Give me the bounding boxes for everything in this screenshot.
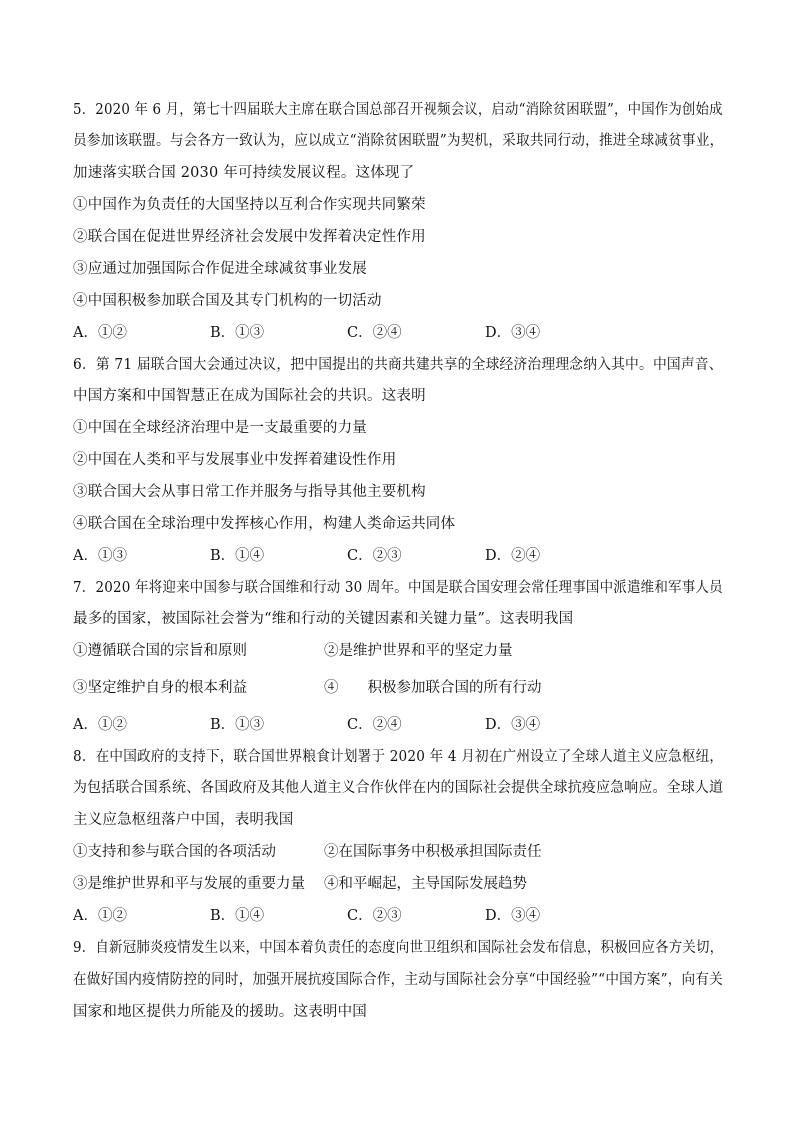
q5-item-3: ③应通过加强国际合作促进全球减贫事业发展 [73, 261, 367, 277]
q8-stem-line-2: 为包括联合国系统、各国政府及其他人道主义合作伙伴在内的国际社会提供全球抗疫应急响应。全球人道 [73, 780, 724, 796]
q5-stem-line-2: 员参加该联盟。与会各方一致认为，应以成立“消除贫困联盟”为契机，采取共同行动，推进全球减贫事业， [73, 133, 724, 149]
q5-item-1: ①中国作为负责任的大国坚持以互利合作实现共同繁荣 [73, 197, 426, 213]
q5-stem-line-3: 加速落实联合国 2030 年可持续发展议程。这体现了 [73, 165, 415, 181]
q6-choice-c: C．②③ [347, 548, 402, 564]
q8-choice-d: D．③④ [485, 908, 541, 924]
q8-choice-b: B．①④ [210, 908, 265, 924]
q7-choice-a: A．①② [73, 717, 127, 733]
q6-choice-d: D．②④ [485, 548, 541, 564]
q8-item-1: ①支持和参与联合国的各项活动 [73, 844, 276, 860]
q6-item-1: ①中国在全球经济治理中是一支最重要的力量 [73, 420, 367, 436]
q8-items-row-2 [0, 874, 793, 894]
q9-stem-line-1: 9．自新冠肺炎疫情发生以来，中国本着负责任的态度向世卫组织和国际社会发布信息，积极回应各方关切， [73, 940, 724, 956]
q7-item-1: ①遵循联合国的宗旨和原则 [73, 643, 247, 659]
q7-item-2: ②是维护世界和平的坚定力量 [324, 643, 513, 659]
q8-stem-line-1: 8．在中国政府的支持下，联合国世界粮食计划署于 2020 年 4 月初在广州设立了全球人道主义应急枢纽， [73, 749, 724, 765]
q6-item-4: ④联合国在全球治理中发挥核心作用，构建人类命运共同体 [73, 516, 456, 532]
q6-choices [0, 546, 793, 566]
q5-choice-c: C．②④ [347, 325, 402, 341]
q7-stem-line-1: 7．2020 年将迎来中国参与联合国维和行动 30 周年。中国是联合国安理会常任理事国中派遣维和军事人员 [73, 580, 723, 596]
q5-item-2: ②联合国在促进世界经济社会发展中发挥着决定性作用 [73, 229, 426, 245]
q8-item-3: ③是维护世界和平与发展的重要力量 [73, 876, 305, 892]
q9-stem-line-3: 国家和地区提供力所能及的援助。这表明中国 [73, 1004, 367, 1020]
q8-choices [0, 906, 793, 926]
q6-stem-line-1: 6．第 71 届联合国大会通过决议，把中国提出的共商共建共享的全球经济治理理念纳入其中。中国声音、 [73, 357, 723, 373]
q5-item-4: ④中国积极参加联合国及其专门机构的一切活动 [73, 293, 382, 309]
q5-choices [0, 323, 793, 343]
q6-choice-a: A．①③ [73, 548, 127, 564]
q7-choices [0, 715, 793, 735]
q7-choice-d: D．③④ [485, 717, 541, 733]
q8-items-row-1 [0, 842, 793, 862]
q7-choice-c: C．②④ [347, 717, 402, 733]
q7-stem-line-2: 最多的国家，被国际社会誉为“维和行动的关键因素和关键力量”。这表明我国 [73, 611, 574, 627]
q8-choice-a: A．①② [73, 908, 127, 924]
q8-item-2: ②在国际事务中积极承担国际责任 [324, 844, 542, 860]
q5-choice-b: B．①③ [210, 325, 265, 341]
q7-item-3: ③坚定维护自身的根本利益 [73, 680, 247, 696]
q8-stem-line-3: 主义应急枢纽落户中国，表明我国 [73, 812, 294, 828]
q6-item-3: ③联合国大会从事日常工作并服务与指导其他主要机构 [73, 484, 426, 500]
q6-choice-b: B．①④ [210, 548, 265, 564]
q7-items-row-1 [0, 641, 793, 661]
q5-choice-d: D．③④ [485, 325, 541, 341]
q5-stem-line-1: 5．2020 年 6 月，第七十四届联大主席在联合国总部召开视频会议，启动“消除贫困联盟”，中国作为创始成 [73, 102, 723, 118]
q5-choice-a: A．①② [73, 325, 127, 341]
q6-item-2: ②中国在人类和平与发展事业中发挥着建设性作用 [73, 452, 397, 468]
q7-items-row-2 [0, 678, 793, 698]
q8-item-4: ④和平崛起，主导国际发展趋势 [324, 876, 527, 892]
q7-choice-b: B．①③ [210, 717, 265, 733]
q7-item-4: ④ 积极参加联合国的所有行动 [324, 680, 542, 696]
q6-stem-line-2: 中国方案和中国智慧正在成为国际社会的共识。这表明 [73, 388, 426, 404]
q8-choice-c: C．②③ [347, 908, 402, 924]
q9-stem-line-2: 在做好国内疫情防控的同时，加强开展抗疫国际合作，主动与国际社会分享“中国经验”“中国方案”，向有关 [73, 972, 723, 988]
